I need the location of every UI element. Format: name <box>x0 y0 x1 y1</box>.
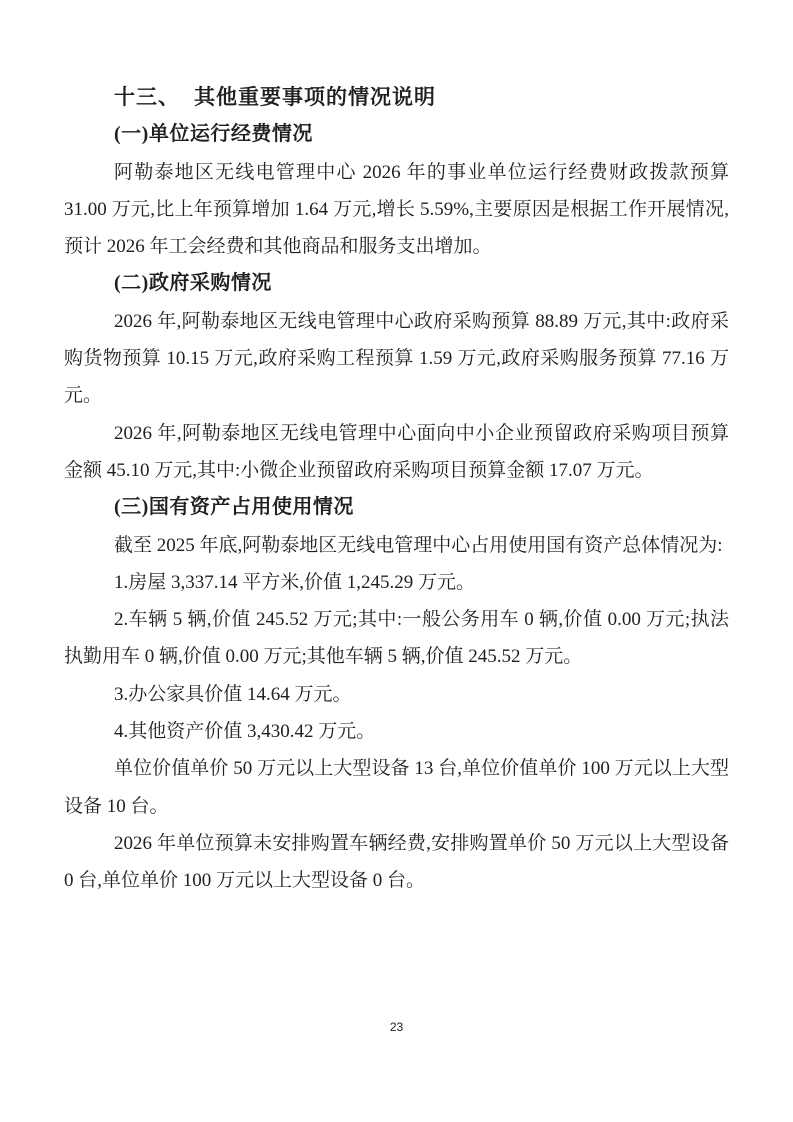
document-content <box>64 79 729 900</box>
paragraph: 1.房屋 3,337.14 平方米,价值 1,245.29 万元。 <box>114 571 476 593</box>
section-heading-number: 十三、 <box>114 85 180 109</box>
section-heading-title: 其他重要事项的情况说明 <box>194 85 436 109</box>
subheading: (三)国有资产占用使用情况 <box>114 496 354 519</box>
paragraph: 2026 年单位预算未安排购置车辆经费,安排购置单价 50 万元以上大型设备 0 台,单位单价 100 万元以上大型设备 0 台。 <box>64 832 729 892</box>
section-heading <box>64 79 729 116</box>
paragraph: 截至 2025 年底,阿勒泰地区无线电管理中心占用使用国有资产总体情况为: <box>114 534 723 556</box>
paragraph: 4.其他资产价值 3,430.42 万元。 <box>114 721 376 743</box>
page-number: 23 <box>389 1020 404 1034</box>
paragraph: 阿勒泰地区无线电管理中心 2026 年的事业单位运行经费财政拨款预算 31.00 万元,比上年预算增加 1.64 万元,增长 5.59%,主要原因是根据工作开展情况,预计 2026 年工会经费和其他商品和服务支出增加。 <box>64 161 729 258</box>
paragraph: 2026 年,阿勒泰地区无线电管理中心面向中小企业预留政府采购项目预算金额 45.10 万元,其中:小微企业预留政府采购项目预算金额 17.07 万元。 <box>64 422 729 481</box>
subheading: (一)单位运行经费情况 <box>114 123 313 146</box>
paragraph: 2.车辆 5 辆,价值 245.52 万元;其中:一般公务用车 0 辆,价值 0.00 万元;执法执勤用车 0 辆,价值 0.00 万元;其他车辆 5 辆,价值 245.52 万元。 <box>64 609 729 668</box>
document-blocks <box>64 116 729 899</box>
paragraph: 2026 年,阿勒泰地区无线电管理中心政府采购预算 88.89 万元,其中:政府采购货物预算 10.15 万元,政府采购工程预算 1.59 万元,政府采购服务预算 77.16 万元。 <box>64 310 729 407</box>
paragraph: 3.办公家具价值 14.64 万元。 <box>114 683 352 705</box>
paragraph: 单位价值单价 50 万元以上大型设备 13 台,单位价值单价 100 万元以上大型设备 10 台。 <box>64 758 729 817</box>
subheading: (二)政府采购情况 <box>114 272 272 295</box>
